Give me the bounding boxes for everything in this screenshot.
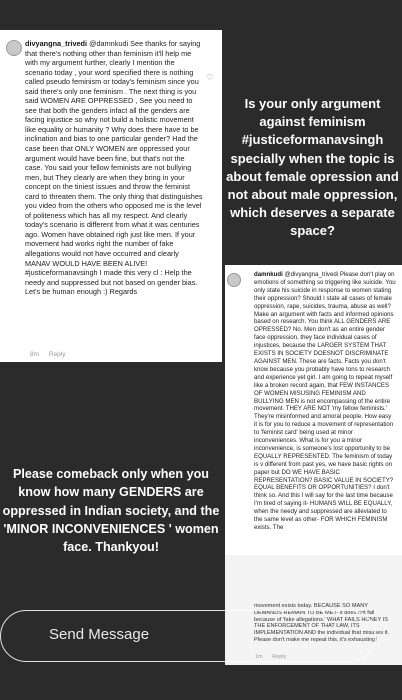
comment-username[interactable]: damnkudi	[254, 271, 283, 278]
story-text-right: Is your only argument against feminism #justiceformanavsingh specially when the topic is about female opression and not about male oppression, which deserves a separate space?	[226, 96, 399, 239]
comment-time: 1m	[255, 654, 263, 660]
story-text-left: Please comeback only when you know how many GENDERS are oppressed in Indian society, and the 'MINOR INCONVENIENCES ' women face. Thankyou!	[2, 467, 220, 555]
comment-time: 8m	[30, 351, 40, 358]
comment-card-right	[225, 265, 402, 555]
comment-text-continued: movement exists today. BECAUSE SO MANY DEMANDS REMAIN TO BE MET- it does not fail because of 'fake allegations.' WHAT FAILS HONEY IS THE ENFORCEMENT OF THAT LAW, ITS IMPLEMENTATION AND the individual that misuses it. Please don't make me repeat this, it's exhausting!	[254, 603, 390, 643]
reply-link[interactable]: Reply	[272, 654, 287, 660]
comment-mention[interactable]: @damnkudi	[89, 39, 129, 48]
comment-card-left	[0, 30, 222, 362]
comment-text: See thanks for saying that there's nothing other than feminism it'll help me with my argument further, clearly I mention the scenario today , your word specified there is nothing called pseudo feminism or today's feminism since you said there's only one feminism . The next thing is you said WOMEN ARE OPPRESSED , See you need to see that both the genders infact all the genders are facing injustice so why not build a holistic movement like equality or humanity ? Why does there have to be inclination and bias to one particular gender? Had the case been that ONLY WOMEN are oppressed your argument would have been fine, but that's not the case. You said your fellow feminists are not bullying men, but They clearly are when they bring in your concept on the tiniest issues and throw the feminist card to threaten them. The only thing that distinguishes you video from the others who opposed me is the level of politeness which has all my respect. And clearly today's scenario is different from what it was centuries ago. Women have obtained righ just like men. If your movement had works right the number of fake allegations would not have occurred and clearly MANAV WOULD HAVE BEEN ALIVE! #justiceformanavsingh I made this very cl : Help the needy and suppressed but not based on gender bias. Let's be human enough :) Regards	[25, 39, 203, 297]
comment-mention[interactable]: @divyangna_trivedi	[284, 271, 339, 278]
heart-icon[interactable]: ♡	[206, 73, 214, 82]
comment-body	[254, 271, 396, 532]
send-message-input[interactable]	[0, 610, 376, 662]
comment-text: Please don't play on emotions of something so triggering like suicide. You only state his suicide in response to women stating their oppression? Should I state all cases of female oppression, rape, suicides, trauma, abuse as well? Make an argument with facts and informed opinions based on research. You think ALL GENDERS ARE OPRESSED? No. Men don't as an entire gender face oppression, they face individual cases of injustices, because the LARGER SYSTEM THAT EXISTS IN SOCIETY DOESNOT DISCRIMINATE AGAINST MEN. These are facts. Facts you don't know because you probably have tons to research and experience yet girl. I am going to repeat myself like a broken record again, that FEW INSTANCES OF WOMEN MISUSING FEMINISM AND BULLYING MEN is not encompassing of the entire movement. THEY ARE NOT 'my fellow feminists.' They're misinformed and amoral people. How easy it is for you to reduce a movement of representation to 'feminist card' being used at minor inconveniences. What is for you a minor inconvenience, is someone's lost opportunity to be EQUALLY REPRESENTED. The feminism of today is v different from past yes, we have basic rights on paper but DO WE HAVE BASIC REPRESENTATION? BASIC VALUE IN SOCIETY? EQUAL BENEFITS OR OPPORTUNITIES? I don't think so. And this I will say for the last time because I'm tired of saying it- HUMANS WILL BE EQUALLY, when the needy and suppressed are alleviated to the same level as other- FOR WHICH FEMINISM exists. The	[254, 271, 396, 531]
send-message-placeholder: Send Message	[49, 626, 150, 643]
reply-link[interactable]: Reply	[48, 351, 66, 358]
comment-meta	[30, 351, 73, 358]
avatar[interactable]	[227, 273, 241, 287]
comment-body	[25, 39, 203, 297]
avatar[interactable]	[6, 40, 22, 56]
comment-username[interactable]: divyangna_trivedi	[25, 39, 88, 48]
